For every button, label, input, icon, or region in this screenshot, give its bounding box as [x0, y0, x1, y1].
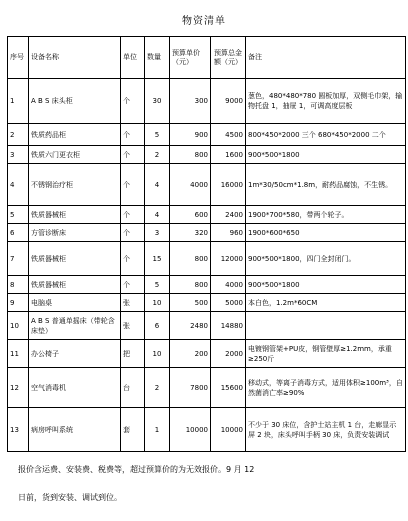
cell-remark: 900*500*1800 [246, 276, 406, 294]
cell-name: 不锈钢治疗柜 [29, 164, 121, 206]
cell-unit: 个 [121, 124, 145, 146]
table-row [8, 146, 406, 164]
cell-qty: 3 [145, 224, 170, 242]
cell-name: 铁质器械柜 [29, 242, 121, 276]
cell-qty: 10 [145, 294, 170, 312]
cell-name: A B S 床头柜 [29, 79, 121, 124]
cell-qty: 4 [145, 206, 170, 224]
header-seq: 序号 [8, 37, 29, 79]
cell-price: 200 [170, 340, 211, 368]
cell-seq: 8 [8, 276, 29, 294]
cell-unit: 把 [121, 340, 145, 368]
cell-price: 4000 [170, 164, 211, 206]
cell-price: 10000 [170, 408, 211, 452]
cell-seq: 11 [8, 340, 29, 368]
cell-remark: 不少于 30 床位，含护士站主机 1 台，走廊显示屏 2 块，床头呼叫手柄 30 床，负责安装调试 [246, 408, 406, 452]
cell-remark: 1900*700*580，带两个轮子。 [246, 206, 406, 224]
cell-remark: 800*450*2000 三个 680*450*2000 二个 [246, 124, 406, 146]
footer-note-line2: 日前，货到安装、调试到位。 [18, 493, 122, 502]
cell-qty: 5 [145, 124, 170, 146]
cell-seq: 12 [8, 368, 29, 408]
cell-seq: 10 [8, 312, 29, 340]
header-qty: 数量 [145, 37, 170, 79]
cell-remark: 1900*600*650 [246, 224, 406, 242]
cell-remark: 1m*30/50cm*1.8m，耐药品腐蚀，不生锈。 [246, 164, 406, 206]
cell-seq: 1 [8, 79, 29, 124]
header-total: 预算总金额（元） [211, 37, 246, 79]
cell-unit: 个 [121, 206, 145, 224]
cell-name: A B S 普通单摇床（带轮含床垫） [29, 312, 121, 340]
table-row [8, 124, 406, 146]
cell-seq: 4 [8, 164, 29, 206]
header-name: 设备名称 [29, 37, 121, 79]
cell-total: 12000 [211, 242, 246, 276]
document-title: 物资清单 [182, 16, 226, 27]
cell-remark: 900*500*1800 [246, 146, 406, 164]
cell-name: 办公椅子 [29, 340, 121, 368]
cell-name: 铁质器械柜 [29, 276, 121, 294]
cell-unit: 个 [121, 224, 145, 242]
cell-seq: 9 [8, 294, 29, 312]
cell-unit: 个 [121, 164, 145, 206]
cell-name: 铁质六门更衣柜 [29, 146, 121, 164]
cell-seq: 2 [8, 124, 29, 146]
cell-total: 15600 [211, 368, 246, 408]
cell-unit: 个 [121, 79, 145, 124]
table-row [8, 368, 406, 408]
cell-qty: 2 [145, 368, 170, 408]
cell-total: 4000 [211, 276, 246, 294]
footer-note-line1: 报价含运费、安装费、税费等，超过预算价的为无效报价。9 月 12 [18, 465, 255, 474]
cell-qty: 1 [145, 408, 170, 452]
cell-unit: 张 [121, 294, 145, 312]
cell-qty: 5 [145, 276, 170, 294]
cell-name: 电脑桌 [29, 294, 121, 312]
cell-total: 2000 [211, 340, 246, 368]
cell-seq: 13 [8, 408, 29, 452]
cell-remark: 900*500*1800，四门全封闭门。 [246, 242, 406, 276]
cell-price: 800 [170, 242, 211, 276]
table-row [8, 312, 406, 340]
cell-qty: 30 [145, 79, 170, 124]
cell-price: 2480 [170, 312, 211, 340]
cell-unit: 台 [121, 368, 145, 408]
cell-seq: 5 [8, 206, 29, 224]
cell-qty: 6 [145, 312, 170, 340]
cell-unit: 个 [121, 146, 145, 164]
cell-name: 病房呼叫系统 [29, 408, 121, 452]
table-row [8, 224, 406, 242]
cell-remark: 葱色，480*480*780 圆板加厚，双侧毛巾架，输物托盘 1，抽屉 1，可调高度层板 [246, 79, 406, 124]
cell-qty: 4 [145, 164, 170, 206]
table-row [8, 276, 406, 294]
cell-price: 320 [170, 224, 211, 242]
cell-total: 2400 [211, 206, 246, 224]
table-row [8, 242, 406, 276]
cell-seq: 6 [8, 224, 29, 242]
cell-price: 500 [170, 294, 211, 312]
cell-remark: 电镀钢管架+PU皮，钢管壁厚≥1.2mm，承重≥250斤 [246, 340, 406, 368]
cell-total: 10000 [211, 408, 246, 452]
cell-price: 7800 [170, 368, 211, 408]
cell-total: 16000 [211, 164, 246, 206]
cell-unit: 个 [121, 276, 145, 294]
cell-price: 800 [170, 276, 211, 294]
table-row [8, 164, 406, 206]
cell-total: 1600 [211, 146, 246, 164]
cell-total: 4500 [211, 124, 246, 146]
cell-price: 800 [170, 146, 211, 164]
cell-remark: 本白色，1.2m*60CM [246, 294, 406, 312]
cell-unit: 套 [121, 408, 145, 452]
cell-qty: 15 [145, 242, 170, 276]
materials-table [7, 36, 406, 452]
cell-seq: 3 [8, 146, 29, 164]
cell-unit: 个 [121, 242, 145, 276]
header-remark: 备注 [246, 37, 406, 79]
table-row [8, 408, 406, 452]
cell-name: 方管诊断床 [29, 224, 121, 242]
cell-unit: 张 [121, 312, 145, 340]
cell-total: 14880 [211, 312, 246, 340]
cell-remark [246, 312, 406, 340]
header-price: 预算单价（元） [170, 37, 211, 79]
cell-seq: 7 [8, 242, 29, 276]
cell-total: 960 [211, 224, 246, 242]
cell-qty: 2 [145, 146, 170, 164]
cell-remark: 移动式，等离子消毒方式，适用体积≥100m³，自然菌消亡率≥90% [246, 368, 406, 408]
table-row [8, 294, 406, 312]
table-row [8, 340, 406, 368]
table-row [8, 79, 406, 124]
cell-qty: 10 [145, 340, 170, 368]
cell-price: 600 [170, 206, 211, 224]
table-header-row [8, 37, 406, 79]
cell-price: 900 [170, 124, 211, 146]
cell-name: 铁质药品柜 [29, 124, 121, 146]
cell-name: 空气消毒机 [29, 368, 121, 408]
cell-total: 5000 [211, 294, 246, 312]
cell-name: 铁质器械柜 [29, 206, 121, 224]
header-unit: 单位 [121, 37, 145, 79]
cell-total: 9000 [211, 79, 246, 124]
cell-price: 300 [170, 79, 211, 124]
table-row [8, 206, 406, 224]
